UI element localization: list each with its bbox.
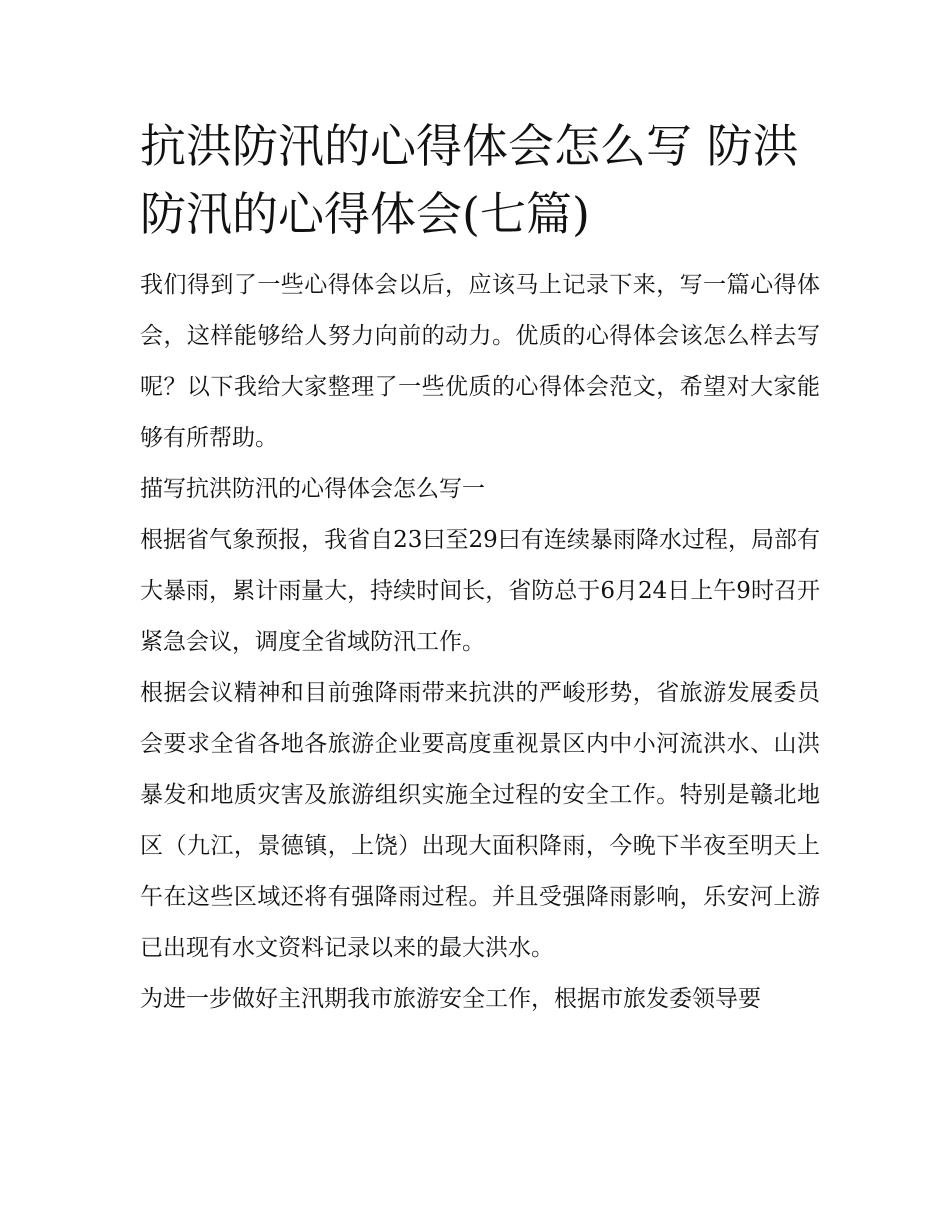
section-heading: 描写抗洪防汛的心得体会怎么写一	[140, 476, 485, 502]
body-paragraph: 根据省气象预报，我省自23曰至29曰有连续暴雨降水过程，局部有大暴雨，累计雨量大，持续时间长，省防总于6月24日上午9时召开紧急会议，调度全省域防汛工作。	[140, 527, 820, 655]
document-page	[140, 112, 820, 1025]
document-body	[140, 260, 820, 1025]
body-paragraph: 根据会议精神和目前強降雨带来抗洪的严峻形势，省旅游发展委员会要求全省各地各旅游企业要高度重视景区内中小河流洪水、山洪暴发和地质灾害及旅游组织实施全过程的安全工作。特别是赣北地区（九江，景德镇，上饶）出现大面积降雨，今晚下半夜至明天上午在这些区域还将有强降雨过程。并且受强降雨影响，乐安河上游已出现有水文资料记录以来的最大洪水。	[140, 680, 820, 961]
intro-paragraph: 我们得到了一些心得体会以后，应该马上记录下来，写一篇心得体会，这样能够给人努力向前的动力。优质的心得体会该怎么样去写呢？以下我给大家整理了一些优质的心得体会范文，希望对大家能够有所帮助。	[140, 272, 820, 451]
body-paragraph: 为进一步做好主汛期我市旅游安全工作，根据市旅发委领导要	[140, 986, 761, 1012]
document-title: 抗洪防汛的心得体会怎么写 防洪防汛的心得体会(七篇)	[140, 119, 799, 241]
